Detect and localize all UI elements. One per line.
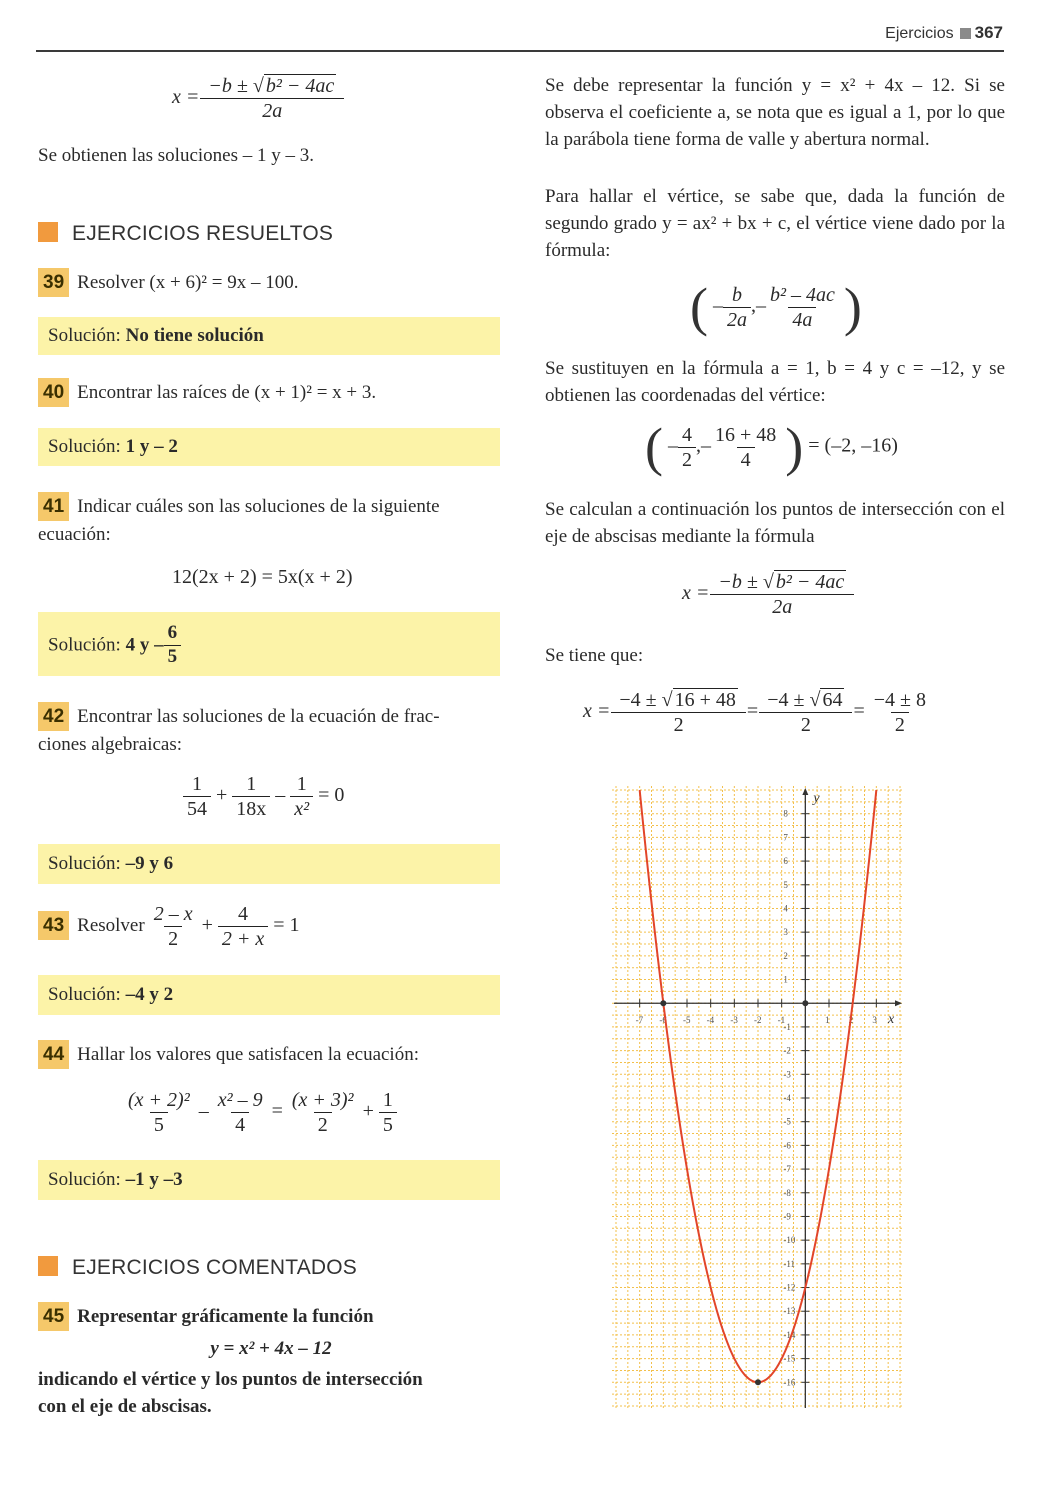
formula-lhs: x = [172, 86, 200, 109]
solution-value: –1 y –3 [125, 1169, 183, 1190]
vertex-values [645, 417, 898, 477]
x-tick-label: -1 [777, 1015, 786, 1026]
y-axis-arrow-icon [802, 788, 808, 795]
solution-value: –4 y 2 [125, 984, 174, 1005]
operator: + [362, 1100, 374, 1123]
square-bullet-icon [960, 28, 971, 39]
comma: , [750, 294, 756, 317]
y-tick-label: -15 [783, 1353, 796, 1364]
x-tick-label: -7 [635, 1015, 644, 1026]
equation-44 [124, 1088, 397, 1137]
section-title-resueltos [38, 222, 333, 246]
y-tick-label: -13 [783, 1306, 796, 1317]
exercise-number: 44 [38, 1040, 69, 1069]
solution-box-42 [38, 844, 500, 884]
formula-radicand: b² − 4ac [265, 75, 335, 97]
y-tick-label: -14 [783, 1329, 796, 1340]
operator: – [755, 294, 766, 317]
y-tick-label: 2 [783, 950, 788, 961]
calc-lhs: x = [583, 700, 611, 723]
marked-point [802, 1000, 808, 1006]
exercise-45 [38, 1302, 504, 1420]
fraction-num: 16 + 48 [714, 423, 777, 446]
fraction-num: 4 [681, 423, 692, 446]
fraction-den: x² [290, 796, 313, 821]
solution-label: Solución: [48, 1169, 121, 1190]
formula-num-prefix: −b ± [208, 75, 253, 97]
right-paragraph-2: Para hallar el vértice, se sabe que, dada la función de segundo grado y = ax² + bx + c, el vértice viene dado por la fórmula: [545, 186, 1005, 261]
y-tick-label: -10 [783, 1235, 796, 1246]
exercise-39 [38, 268, 298, 297]
fraction-num: b² – 4ac [769, 283, 835, 306]
solution-box-41 [38, 612, 500, 676]
marked-point [660, 1000, 666, 1006]
section-title-text: EJERCICIOS COMENTADOS [72, 1256, 358, 1279]
solution-box-40 [38, 428, 500, 466]
fraction-num: 1 [246, 773, 257, 795]
equation-tail: = 1 [273, 914, 300, 937]
operator: = [271, 1100, 283, 1123]
fraction-den: 2a [723, 307, 751, 332]
y-tick-label: -5 [783, 1116, 791, 1127]
solution-label: Solución: [48, 634, 121, 656]
calc-radicand: 16 + 48 [674, 689, 736, 711]
orange-square-icon [38, 1256, 58, 1276]
exercise-statement-line1: Indicar cuáles son las soluciones de la siguiente [77, 496, 440, 517]
vertex-result: = (–2, –16) [808, 434, 898, 457]
right-paragraph-3: Se sustituyen en la fórmula a = 1, b = 4 y c = –12, y se obtienen las coordenadas del vértice: [545, 358, 1005, 406]
formula-den: 2a [772, 596, 793, 618]
exercise-43 [38, 902, 300, 951]
orange-square-icon [38, 222, 58, 242]
exercise-statement-line1: Encontrar las soluciones de la ecuación de frac- [77, 706, 440, 727]
y-tick-label: -16 [783, 1377, 796, 1388]
exercise-statement: Resolver (x + 6)² = 9x – 100. [77, 272, 299, 293]
right-paragraph-4: Se calculan a continuación los puntos de intersección con el eje de abscisas mediante la fórmula [545, 499, 1005, 547]
exercise-number: 41 [38, 492, 69, 521]
y-tick-label: -8 [783, 1187, 791, 1198]
fraction-den: 5 [379, 1112, 397, 1137]
fraction-num: 2 – x [153, 903, 193, 925]
fraction-num: x² – 9 [217, 1089, 263, 1111]
operator: – [667, 434, 678, 457]
exercise-number: 40 [38, 378, 69, 407]
section-name: Ejercicios [885, 25, 954, 42]
calc-den: 2 [611, 712, 746, 737]
exercise-44 [38, 1040, 419, 1069]
exercise-number: 45 [38, 1302, 69, 1331]
quadratic-formula [172, 74, 340, 123]
running-header [885, 23, 1003, 43]
solution-box-43 [38, 975, 500, 1015]
calc-num-prefix: −4 ± [767, 689, 810, 711]
right-paragraph-5: Se tiene que: [545, 645, 644, 666]
y-tick-label: -1 [783, 1021, 791, 1032]
x-axis-label: x [888, 1012, 895, 1028]
fraction-num: 1 [382, 1089, 393, 1111]
exercise-40 [38, 378, 376, 407]
fraction-num: (x + 2)² [128, 1089, 190, 1111]
exercise-41 [38, 492, 500, 548]
operator: – [198, 1100, 209, 1123]
operator: – [275, 784, 286, 807]
exercise-statement: Resolver [77, 915, 145, 937]
y-tick-label: -11 [783, 1258, 796, 1269]
x-tick-label: -6 [659, 1015, 667, 1026]
y-tick-label: 4 [783, 903, 788, 914]
y-tick-label: 8 [783, 808, 788, 819]
x-tick-label: -4 [706, 1015, 715, 1026]
y-tick-label: 6 [783, 856, 788, 867]
right-paragraph-1: Se debe representar la función y = x² + 4x – 12. Si se observa el coeficiente a, se nota que es igual a 1, por lo que la parábola tiene forma de valle y abertura normal. [545, 75, 1005, 150]
solution-label: Solución: [48, 436, 121, 457]
y-tick-label: -9 [783, 1211, 791, 1222]
solution-label: Solución: [48, 984, 121, 1005]
header-rule [36, 50, 1004, 52]
solution-value: –9 y 6 [125, 853, 174, 874]
x-tick-label: -3 [730, 1015, 738, 1026]
exercise-number: 43 [38, 911, 69, 940]
vertex-formula [690, 277, 862, 337]
fraction-num: b [731, 283, 742, 306]
formula-lhs: x = [682, 582, 710, 605]
sqrt-icon: √ [762, 571, 774, 593]
exercise-function: y = x² + 4x – 12 [210, 1338, 332, 1359]
y-tick-label: -12 [783, 1282, 796, 1293]
y-tick-label: 5 [783, 879, 788, 890]
section-title-comentados [38, 1256, 357, 1280]
sqrt-icon: √ [809, 689, 821, 711]
x-tick-label: -2 [754, 1015, 762, 1026]
fraction-den: 54 [183, 796, 211, 821]
calc-num-prefix: −4 ± [619, 689, 662, 711]
page-number: 367 [974, 23, 1003, 42]
equation-42 [183, 772, 344, 821]
y-tick-label: 7 [783, 832, 788, 843]
calc-num: −4 ± 8 [873, 689, 926, 711]
y-tick-label: 3 [783, 927, 788, 938]
fraction-num: 1 [192, 773, 202, 795]
calc-radicand: 64 [822, 689, 843, 711]
formula-fraction [204, 74, 340, 123]
fraction-den: 4 [737, 447, 755, 472]
quadratic-formula-right [682, 570, 850, 619]
sqrt-icon: √ [661, 689, 673, 711]
x-axis-arrow-icon [895, 1000, 902, 1006]
operator: = [746, 700, 759, 723]
calc-den: 2 [759, 712, 852, 737]
right-paren: ) [785, 417, 804, 477]
solutions-text: Se obtienen las soluciones – 1 y – 3. [38, 145, 314, 166]
fraction-num: (x + 3)² [291, 1089, 354, 1111]
formula-radicand: b² − 4ac [775, 571, 845, 593]
solution-fraction-den: 5 [164, 645, 182, 669]
fraction-num: 1 [296, 773, 307, 795]
y-tick-label: -2 [783, 1045, 791, 1056]
exercise-statement-line2: ciones algebraicas: [38, 734, 183, 755]
exercise-statement-line2: ecuación: [38, 524, 111, 545]
operator: + [201, 914, 213, 937]
exercise-number: 39 [38, 268, 69, 297]
calc-den: 2 [891, 712, 909, 737]
y-tick-label: -7 [783, 1164, 791, 1175]
right-paren: ) [843, 277, 862, 337]
fraction-den: 4 [231, 1112, 249, 1137]
operator: + [216, 784, 228, 807]
exercise-number: 42 [38, 702, 69, 731]
x-tick-label: 3 [872, 1015, 877, 1026]
left-paren: ( [690, 277, 708, 337]
y-axis-label: y [813, 791, 820, 806]
y-tick-label: 1 [783, 974, 788, 985]
marked-point [755, 1379, 761, 1385]
sqrt-icon: √ [252, 75, 264, 97]
exercise-statement: Hallar los valores que satisfacen la ecuación: [77, 1044, 419, 1065]
solution-box-39 [38, 317, 500, 355]
exercise-statement: Encontrar las raíces de (x + 1)² = x + 3. [77, 382, 377, 403]
equation-tail: = 0 [318, 784, 345, 807]
fraction-den: 2 [314, 1112, 332, 1137]
fraction-den: 2 + x [218, 926, 268, 951]
y-tick-label: -4 [783, 1093, 791, 1103]
x-tick-label: 2 [848, 1015, 854, 1026]
left-paren: ( [645, 417, 663, 477]
fraction-den: 2 [678, 447, 696, 472]
x-tick-label: 1 [825, 1015, 830, 1026]
y-tick-label: -6 [783, 1140, 791, 1151]
parabola-chart [612, 786, 904, 1410]
comma: , [695, 434, 701, 457]
exercise-statement-line1: Representar gráficamente la función [77, 1306, 374, 1327]
exercise-42 [38, 702, 500, 758]
section-title-text: EJERCICIOS RESUELTOS [72, 222, 334, 245]
fraction-num: 4 [238, 903, 249, 925]
solution-value: 1 y – 2 [125, 436, 178, 457]
solution-label: Solución: [48, 325, 121, 346]
operator: – [700, 434, 711, 457]
exercise-statement-line3: con el eje de abscisas. [38, 1396, 212, 1417]
fraction-den: 18x [232, 796, 270, 821]
solution-label: Solución: [48, 853, 121, 874]
formula-num-prefix: −b ± [718, 571, 763, 593]
roots-calculation [583, 688, 930, 737]
formula-den: 2a [262, 100, 283, 122]
solution-value: No tiene solución [125, 325, 264, 346]
equation-41: 12(2x + 2) = 5x(x + 2) [172, 566, 353, 588]
solution-fraction-num: 6 [167, 622, 178, 643]
y-tick-label: -3 [783, 1069, 791, 1080]
fraction-den: 2 [164, 926, 182, 951]
x-tick-label: -5 [683, 1015, 691, 1026]
fraction-den: 4a [788, 307, 816, 332]
fraction-den: 5 [150, 1112, 168, 1137]
solution-fraction [164, 622, 182, 669]
solution-box-44 [38, 1160, 500, 1200]
exercise-statement-line2: indicando el vértice y los puntos de intersección [38, 1369, 423, 1390]
solution-value: 4 y – [125, 634, 164, 656]
operator: – [712, 294, 723, 317]
operator: = [853, 700, 865, 723]
